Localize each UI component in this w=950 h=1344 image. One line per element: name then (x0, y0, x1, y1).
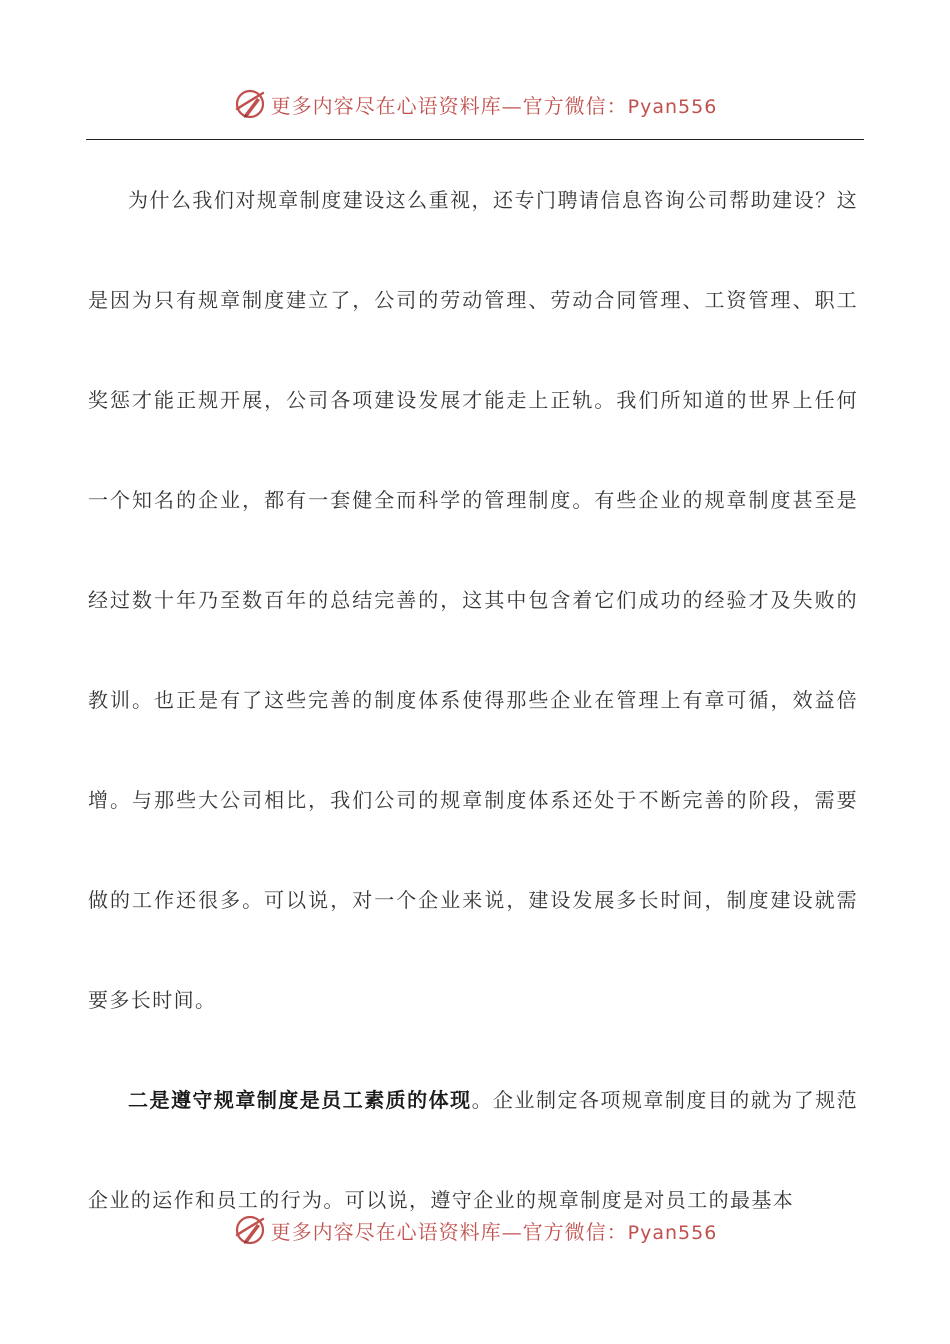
header-banner (0, 84, 950, 124)
pen-circle-logo-icon (233, 87, 267, 121)
banner-title: 更多内容尽在心语资料库—官方微信：Pyan556 (270, 93, 718, 118)
pen-circle-logo-icon (233, 1213, 267, 1247)
footer-banner-title: 更多内容尽在心语资料库—官方微信：Pyan556 (270, 1219, 718, 1244)
body-paragraph-1: 为什么我们对规章制度建设这么重视，还专门聘请信息咨询公司帮助建设？这是因为只有规章制度建立了，公司的劳动管理、劳动合同管理、工资管理、职工奖惩才能正规开展，公司各项建设发展才能走上正轨。我们所知道的世界上任何一个知名的企业，都有一套健全而科学的管理制度。有些企业的规章制度甚至是经过数十年乃至数百年的总结完善的，这其中包含着它们成功的经验才及失败的教训。也正是有了这些完善的制度体系使得那些企业在管理上有章可循，效益倍增。与那些大公司相比，我们公司的规章制度体系还处于不断完善的阶段，需要做的工作还很多。可以说，对一个企业来说，建设发展多长时间，制度建设就需要多长时间。 (88, 188, 858, 1012)
footer-wechat-id: Pyan556 (627, 1221, 718, 1244)
document-body (88, 150, 858, 1250)
paragraph-2-text: 。企业制定各项规章制度目的就为了规范企业的运作和员工的行为。可以说，遵守企业的规章制度是对员工的最基本 (88, 1088, 858, 1212)
footer-banner (0, 1210, 950, 1250)
banner-wechat-id: Pyan556 (627, 95, 718, 118)
paragraph-2-heading: 二是遵守规章制度是员工素质的体现 (128, 1088, 472, 1112)
header-divider (86, 139, 864, 140)
